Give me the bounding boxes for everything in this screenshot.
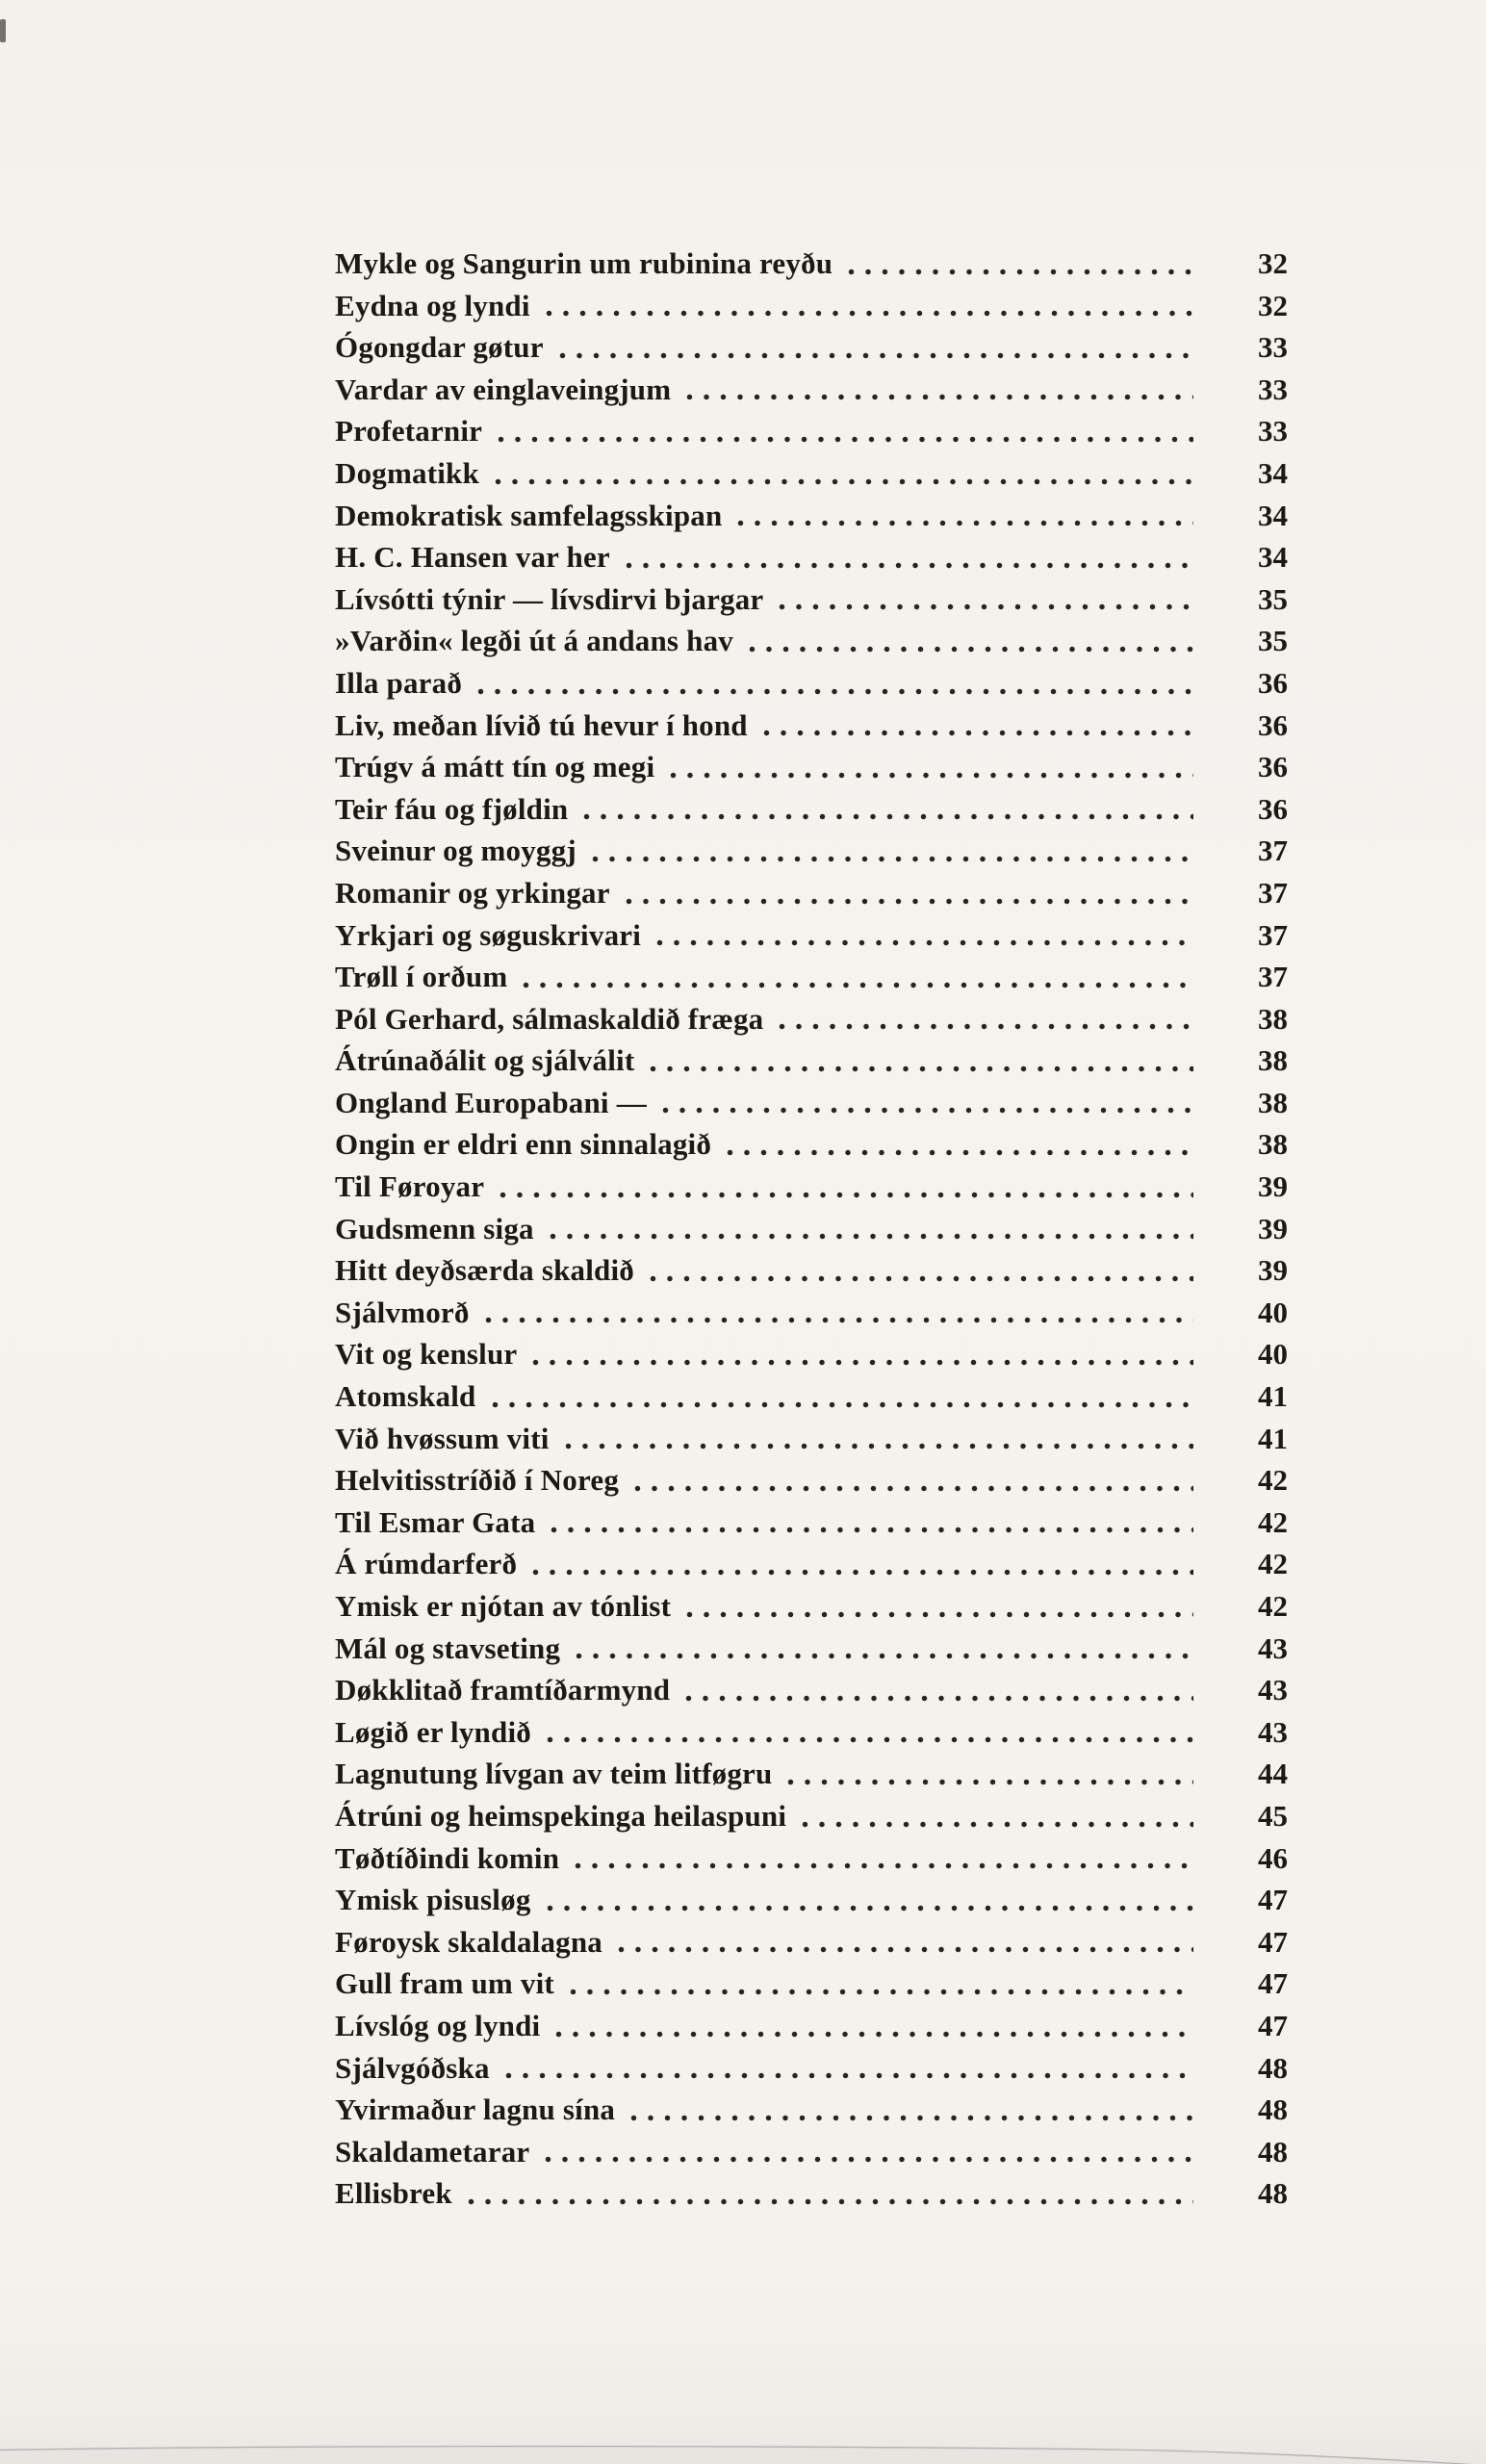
dot-leader (685, 1695, 1193, 1702)
toc-entry-page-number: 48 (1258, 2176, 1288, 2211)
dot-leader (727, 1149, 1193, 1156)
toc-row (335, 1418, 1288, 1460)
toc-row (335, 2047, 1288, 2090)
toc-row (335, 369, 1288, 411)
toc-entry-title: Ongland Europabani — (335, 1085, 647, 1119)
dot-leader (737, 520, 1193, 526)
toc-row (335, 1459, 1288, 1502)
toc-entry-page-number: 48 (1258, 2050, 1288, 2085)
dot-leader (626, 562, 1193, 569)
toc-entry-title: Ymisk er njótan av tónlist (335, 1589, 672, 1623)
toc-row (335, 2089, 1288, 2131)
toc-row (335, 998, 1288, 1040)
dot-leader (749, 646, 1193, 653)
toc-row (335, 1837, 1288, 1880)
toc-row (335, 1502, 1288, 1544)
toc-row (335, 1795, 1288, 1837)
dot-leader (592, 856, 1193, 862)
toc-row (335, 285, 1288, 327)
toc-row (335, 1375, 1288, 1418)
toc-row (335, 1585, 1288, 1628)
toc-entry-page-number: 35 (1258, 581, 1288, 616)
table-of-contents (335, 243, 1288, 2215)
toc-entry-title: H. C. Hansen var her (335, 540, 610, 575)
toc-entry-page-number: 44 (1258, 1757, 1288, 1791)
dot-leader (779, 1023, 1193, 1030)
toc-row (335, 1082, 1288, 1124)
dot-leader (779, 603, 1193, 610)
dot-leader (485, 1317, 1193, 1323)
dot-leader (686, 394, 1193, 400)
toc-entry-title: Tøðtíðindi komin (335, 1840, 560, 1875)
toc-entry-title: Yrkjari og søguskrivari (335, 917, 642, 952)
toc-entry-page-number: 43 (1258, 1714, 1288, 1749)
dot-leader (532, 1359, 1193, 1366)
toc-entry-page-number: 34 (1258, 455, 1288, 490)
dot-leader (787, 1779, 1193, 1785)
toc-entry-page-number: 45 (1258, 1798, 1288, 1833)
toc-entry-page-number: 34 (1258, 540, 1288, 575)
toc-entry-page-number: 35 (1258, 624, 1288, 658)
toc-entry-page-number: 33 (1258, 372, 1288, 406)
toc-entry-page-number: 33 (1258, 330, 1288, 365)
toc-entry-title: Skaldametarar (335, 2134, 530, 2169)
toc-entry-title: Trúgv á mátt tín og megi (335, 750, 655, 784)
toc-row (335, 746, 1288, 788)
toc-entry-page-number: 36 (1258, 665, 1288, 700)
dot-leader (555, 2031, 1193, 2038)
toc-row (335, 1879, 1288, 1921)
toc-entry-title: Dogmatikk (335, 455, 479, 490)
toc-entry-page-number: 40 (1258, 1337, 1288, 1372)
dot-leader (686, 1611, 1193, 1618)
page-curl-shadow-line (0, 2406, 1486, 2464)
dot-leader (550, 1233, 1193, 1240)
toc-entry-page-number: 47 (1258, 1966, 1288, 2001)
dot-leader (650, 1065, 1193, 1072)
toc-entry-title: Lívslóg og lyndi (335, 2008, 541, 2042)
toc-entry-title: Ymisk pisusløg (335, 1883, 531, 1917)
dot-leader (492, 1401, 1194, 1408)
toc-row (335, 1333, 1288, 1375)
dot-leader (570, 1989, 1193, 1995)
dot-leader (650, 1275, 1193, 1282)
dot-leader (575, 1862, 1193, 1869)
dot-leader (848, 269, 1193, 275)
toc-row (335, 1249, 1288, 1292)
toc-entry-page-number: 41 (1258, 1379, 1288, 1414)
toc-entry-title: Atomskald (335, 1379, 476, 1414)
toc-entry-title: Yvirmaður lagnu sína (335, 2092, 616, 2127)
dot-leader (547, 1905, 1193, 1912)
toc-entry-title: Liv, meðan lívið tú hevur í hond (335, 707, 748, 742)
toc-entry-page-number: 38 (1258, 1127, 1288, 1162)
dot-leader (551, 1527, 1193, 1533)
dot-leader (532, 1569, 1193, 1576)
dot-leader (802, 1821, 1193, 1828)
toc-entry-page-number: 37 (1258, 960, 1288, 994)
dot-leader (583, 813, 1193, 820)
toc-entry-title: Pól Gerhard, sálmaskaldið fræga (335, 1001, 764, 1036)
toc-entry-title: Føroysk skaldalagna (335, 1924, 603, 1959)
toc-entry-page-number: 40 (1258, 1295, 1288, 1329)
toc-row (335, 2005, 1288, 2047)
toc-entry-title: Profetarnir (335, 414, 483, 449)
toc-entry-title: Ellisbrek (335, 2176, 452, 2211)
dot-leader (477, 688, 1193, 695)
toc-entry-title: Hitt deyðsærda skaldið (335, 1253, 634, 1288)
toc-entry-title: Døkklitað framtíðarmynd (335, 1673, 671, 1707)
toc-entry-title: Romanir og yrkingar (335, 875, 610, 910)
toc-entry-title: Mál og stavseting (335, 1630, 561, 1665)
toc-row (335, 788, 1288, 831)
toc-entry-title: Sveinur og moyggj (335, 834, 576, 868)
toc-row (335, 1040, 1288, 1082)
toc-row (335, 1208, 1288, 1250)
toc-row (335, 1963, 1288, 2005)
toc-row (335, 705, 1288, 747)
toc-entry-page-number: 42 (1258, 1504, 1288, 1539)
dot-leader (505, 2072, 1193, 2079)
toc-row (335, 872, 1288, 914)
toc-entry-title: Ógongdar gøtur (335, 330, 544, 365)
toc-entry-title: Við hvøssum viti (335, 1421, 550, 1455)
toc-entry-page-number: 48 (1258, 2092, 1288, 2127)
toc-row (335, 1628, 1288, 1670)
toc-row (335, 536, 1288, 578)
toc-entry-page-number: 38 (1258, 1085, 1288, 1119)
toc-entry-title: Ongin er eldri enn sinnalagið (335, 1127, 712, 1162)
toc-row (335, 1123, 1288, 1166)
toc-entry-page-number: 48 (1258, 2134, 1288, 2169)
dot-leader (630, 2115, 1193, 2121)
toc-entry-title: Gull fram um vit (335, 1966, 554, 2001)
dot-leader (626, 898, 1193, 905)
toc-entry-title: Gudsmenn siga (335, 1211, 534, 1245)
dot-leader (662, 1107, 1193, 1114)
toc-entry-title: Til Esmar Gata (335, 1504, 536, 1539)
toc-entry-page-number: 39 (1258, 1169, 1288, 1204)
toc-entry-page-number: 38 (1258, 1001, 1288, 1036)
toc-entry-page-number: 47 (1258, 1924, 1288, 1959)
toc-entry-title: Vit og kenslur (335, 1337, 518, 1372)
toc-entry-page-number: 33 (1258, 414, 1288, 449)
dot-leader (547, 1736, 1193, 1743)
dot-leader (546, 310, 1193, 317)
dot-leader (500, 1192, 1193, 1198)
toc-entry-title: Á rúmdarferð (335, 1547, 518, 1581)
toc-entry-page-number: 42 (1258, 1463, 1288, 1498)
dot-leader (498, 436, 1193, 443)
dot-leader (468, 2198, 1193, 2205)
dot-leader (576, 1653, 1193, 1659)
toc-entry-page-number: 42 (1258, 1547, 1288, 1581)
toc-row (335, 830, 1288, 872)
toc-row (335, 326, 1288, 369)
toc-entry-title: Lívsótti týnir — lívsdirvi bjargar (335, 581, 764, 616)
toc-row (335, 1921, 1288, 1964)
toc-entry-title: Teir fáu og fjøldin (335, 791, 569, 826)
scan-artifact-speck (0, 19, 6, 42)
toc-entry-page-number: 38 (1258, 1043, 1288, 1078)
toc-entry-title: Til Føroyar (335, 1169, 485, 1204)
toc-entry-page-number: 36 (1258, 707, 1288, 742)
toc-row (335, 1669, 1288, 1711)
toc-row (335, 243, 1288, 285)
toc-entry-page-number: 43 (1258, 1630, 1288, 1665)
toc-row (335, 662, 1288, 705)
toc-entry-title: Eydna og lyndi (335, 288, 530, 322)
toc-row (335, 1753, 1288, 1795)
toc-row (335, 452, 1288, 495)
toc-entry-title: Illa parað (335, 665, 463, 700)
dot-leader (634, 1485, 1193, 1492)
toc-entry-title: Lagnutung lívgan av teim litføgru (335, 1757, 773, 1791)
dot-leader (763, 730, 1193, 736)
dot-leader (545, 2156, 1193, 2163)
toc-row (335, 495, 1288, 537)
toc-entry-title: Vardar av einglaveingjum (335, 372, 672, 406)
toc-row (335, 956, 1288, 998)
dot-leader (656, 939, 1193, 946)
toc-entry-page-number: 36 (1258, 750, 1288, 784)
toc-entry-page-number: 46 (1258, 1840, 1288, 1875)
dot-leader (495, 478, 1193, 485)
toc-entry-page-number: 39 (1258, 1211, 1288, 1245)
toc-row (335, 410, 1288, 452)
toc-entry-page-number: 32 (1258, 246, 1288, 280)
toc-entry-page-number: 36 (1258, 791, 1288, 826)
toc-row (335, 578, 1288, 621)
dot-leader (565, 1443, 1193, 1450)
toc-entry-page-number: 47 (1258, 2008, 1288, 2042)
toc-entry-title: Trøll í orðum (335, 960, 508, 994)
toc-entry-title: Átrúni og heimspekinga heilaspuni (335, 1798, 787, 1833)
toc-entry-page-number: 42 (1258, 1589, 1288, 1623)
toc-entry-page-number: 37 (1258, 875, 1288, 910)
toc-entry-title: Átrúnaðálit og sjálválit (335, 1043, 635, 1078)
toc-row (335, 1543, 1288, 1585)
toc-entry-title: Løgið er lyndið (335, 1714, 531, 1749)
toc-entry-title: Sjálvmorð (335, 1295, 470, 1329)
toc-entry-title: »Varðin« legði út á andans hav (335, 624, 733, 658)
toc-row (335, 620, 1288, 662)
toc-entry-title: Sjálvgóðska (335, 2050, 490, 2085)
toc-entry-title: Helvitisstríðið í Noreg (335, 1463, 620, 1498)
toc-entry-page-number: 47 (1258, 1883, 1288, 1917)
dot-leader (523, 982, 1193, 988)
toc-entry-page-number: 41 (1258, 1421, 1288, 1455)
toc-entry-title: Mykle og Sangurin um rubinina reyðu (335, 246, 833, 280)
dot-leader (559, 352, 1193, 359)
dot-leader (618, 1946, 1193, 1953)
toc-entry-title: Demokratisk samfelagsskipan (335, 498, 723, 532)
toc-entry-page-number: 32 (1258, 288, 1288, 322)
toc-row (335, 1166, 1288, 1208)
toc-entry-page-number: 34 (1258, 498, 1288, 532)
toc-entry-page-number: 37 (1258, 917, 1288, 952)
toc-entry-page-number: 37 (1258, 834, 1288, 868)
toc-row (335, 2172, 1288, 2215)
dot-leader (670, 772, 1193, 779)
toc-row (335, 1711, 1288, 1754)
toc-entry-page-number: 39 (1258, 1253, 1288, 1288)
toc-row (335, 2131, 1288, 2173)
toc-row (335, 914, 1288, 957)
toc-entry-page-number: 43 (1258, 1673, 1288, 1707)
toc-row (335, 1292, 1288, 1334)
